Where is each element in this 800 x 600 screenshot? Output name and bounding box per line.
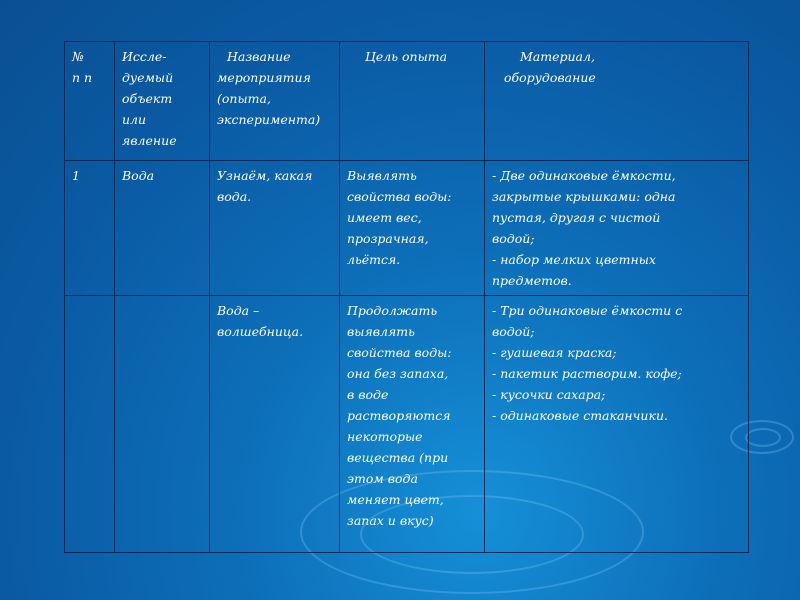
row-material-line: пустая, другая с чистой: [492, 210, 661, 225]
row-event-line: Вода –: [217, 303, 260, 318]
header-material-line: Материал,: [520, 49, 595, 64]
header-number-cell: [65, 42, 115, 161]
row-goal-line: выявлять: [347, 324, 415, 339]
header-object-line: объект: [122, 91, 173, 106]
row-material-line: - кусочки сахара;: [492, 387, 606, 402]
row-number-cell: [65, 161, 115, 296]
row-goal-line: свойства воды:: [347, 189, 452, 204]
row-goal-line: растворяются: [347, 408, 451, 423]
row-object-cell: [115, 161, 210, 296]
header-event-cell: [210, 42, 340, 161]
ripple-decoration: [745, 428, 781, 447]
row-material-line: - пакетик растворим. кофе;: [492, 366, 682, 381]
row-material-line: - Две одинаковые ёмкости,: [492, 168, 676, 183]
row-material-line: - гуашевая краска;: [492, 345, 617, 360]
row-goal-cell: [340, 161, 485, 296]
row-goal-line: этом вода: [347, 471, 418, 486]
header-event-line: (опыта,: [217, 91, 271, 106]
row-event-cell: [210, 296, 340, 553]
header-number-line: п п: [72, 70, 93, 85]
header-object-line: Иссле-: [122, 49, 167, 64]
row-goal-line: имеет вес,: [347, 210, 422, 225]
row-object: Вода: [122, 168, 155, 183]
row-event-line: Узнаём, какая: [217, 168, 313, 183]
row-goal-line: Продолжать: [347, 303, 438, 318]
header-object-line: явление: [122, 133, 177, 148]
row-material-line: предметов.: [492, 273, 572, 288]
row-material-line: водой;: [492, 231, 535, 246]
row-material-line: - Три одинаковые ёмкости с: [492, 303, 683, 318]
table-row: [65, 161, 749, 296]
row-material-line: закрытые крышками: одна: [492, 189, 676, 204]
header-object-line: дуемый: [122, 70, 174, 85]
header-material-line: оборудование: [504, 70, 596, 85]
table-header-row: [65, 42, 749, 161]
row-material-cell: [485, 296, 749, 553]
header-event-line: эксперимента): [217, 112, 321, 127]
header-event-line: мероприятия: [217, 70, 311, 85]
row-number-cell: [65, 296, 115, 553]
header-object-cell: [115, 42, 210, 161]
row-goal-line: свойства воды:: [347, 345, 452, 360]
row-number: 1: [72, 168, 80, 183]
header-goal-cell: [340, 42, 485, 161]
header-event-line: Название: [227, 49, 291, 64]
row-goal-line: она без запаха,: [347, 366, 449, 381]
header-object-line: или: [122, 112, 147, 127]
row-event-line: волшебница.: [217, 324, 304, 339]
header-material-cell: [485, 42, 749, 161]
row-goal-line: некоторые: [347, 429, 423, 444]
row-material-cell: [485, 161, 749, 296]
row-material-line: - одинаковые стаканчики.: [492, 408, 668, 423]
row-object-cell: [115, 296, 210, 553]
row-goal-cell: [340, 296, 485, 553]
row-event-cell: [210, 161, 340, 296]
row-goal-line: прозрачная,: [347, 231, 429, 246]
row-goal-line: меняет цвет,: [347, 492, 444, 507]
row-event-line: вода.: [217, 189, 252, 204]
row-material-line: - набор мелких цветных: [492, 252, 656, 267]
header-number-line: №: [72, 49, 84, 64]
table-row: [65, 296, 749, 553]
experiment-table: [64, 41, 749, 553]
row-goal-line: в воде: [347, 387, 389, 402]
row-goal-line: Выявлять: [347, 168, 417, 183]
row-material-line: водой;: [492, 324, 535, 339]
row-goal-line: запах и вкус): [347, 513, 434, 528]
row-goal-line: льётся.: [347, 252, 401, 267]
header-goal-line: Цель опыта: [365, 49, 448, 64]
row-goal-line: вещества (при: [347, 450, 449, 465]
